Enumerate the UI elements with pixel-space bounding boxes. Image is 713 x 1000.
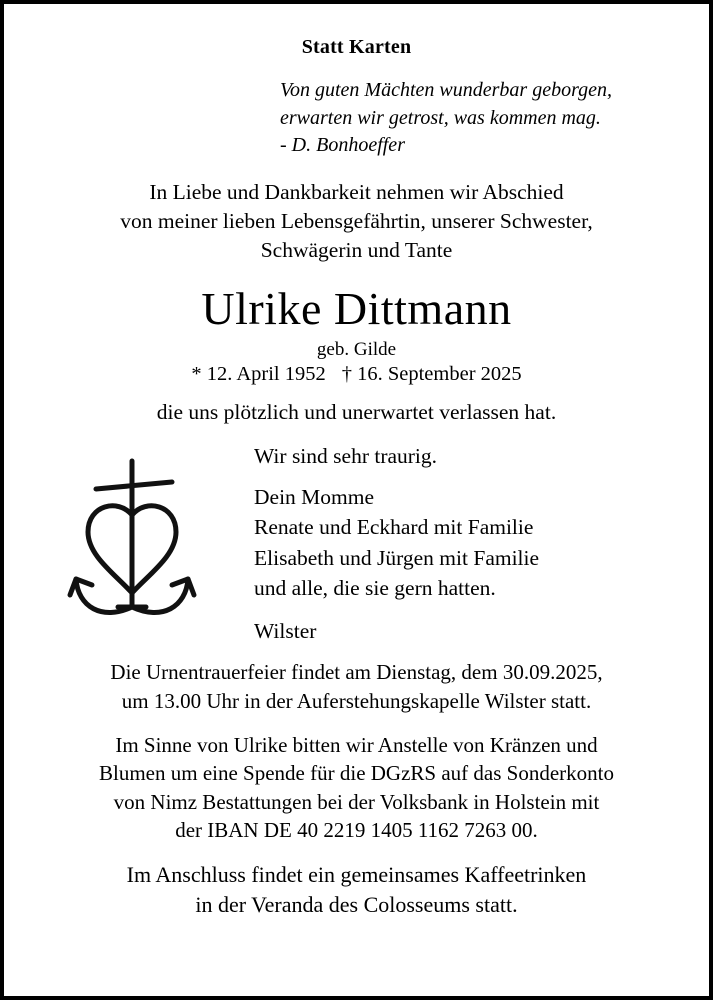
intro-line-2: von meiner lieben Lebensgefährtin, unserer Schwester,	[120, 208, 593, 233]
donation-line-1: Im Sinne von Ulrike bitten wir Anstelle von Kränzen und	[115, 732, 598, 757]
donation-line-3: von Nimz Bestattungen bei der Volksbank in Holstein mit	[113, 789, 600, 814]
donation-details	[99, 731, 614, 844]
mourners-line-1: Wir sind sehr traurig.	[254, 444, 438, 469]
deceased-dates	[191, 363, 521, 386]
closing-details	[127, 860, 587, 919]
mourners-line-2: Dein Momme	[254, 484, 375, 509]
statt-karten-heading: Statt Karten	[301, 36, 412, 58]
service-line-2: um 13.00 Uhr in der Auferstehungskapelle Wilster statt.	[121, 688, 592, 713]
donation-line-2: Blumen um eine Spende für die DGzRS auf das Sonderkonto	[99, 761, 614, 786]
birth-date: * 12. April 1952	[191, 363, 326, 386]
closing-line-2: in der Veranda des Colosseums statt.	[195, 891, 518, 917]
intro-line-3: Schwägerin und Tante	[260, 237, 453, 262]
mourners-line-4: Elisabeth und Jürgen mit Familie	[254, 545, 540, 570]
closing-line-1: Im Anschluss findet ein gemeinsames Kaffeetrinken	[126, 862, 587, 888]
donation-iban: der IBAN DE 40 2219 1405 1162 7263 00.	[175, 817, 538, 842]
quote-attribution: - D. Bonhoeffer	[280, 134, 405, 157]
mourners-spacer	[254, 472, 681, 482]
mourners-list	[232, 441, 681, 646]
mourners-section	[32, 441, 681, 646]
quote-line-1: Von guten Mächten wunderbar geborgen,	[280, 79, 612, 101]
sudden-passing-text: die uns plötzlich und unerwartet verlassen hat.	[156, 400, 557, 425]
mourners-place: Wilster	[254, 618, 317, 643]
service-line-1: Die Urnentrauerfeier findet am Dienstag, dem 30.09.2025,	[110, 660, 603, 685]
deceased-maiden-name: geb. Gilde	[316, 339, 397, 361]
quote-block	[32, 77, 681, 160]
mourners-line-5: und alle, die sie gern hatten.	[254, 576, 496, 601]
anchor-heart-cross-icon	[32, 441, 232, 630]
quote-line-2: erwarten wir getrost, was kommen mag.	[280, 106, 601, 129]
mourners-line-3: Renate und Eckhard mit Familie	[254, 515, 534, 540]
death-date: † 16. September 2025	[341, 363, 522, 386]
intro-block	[120, 178, 593, 265]
deceased-name: Ulrike Dittmann	[201, 282, 512, 334]
intro-line-1: In Liebe und Dankbarkeit nehmen wir Abschied	[149, 179, 564, 204]
service-details	[110, 658, 602, 715]
